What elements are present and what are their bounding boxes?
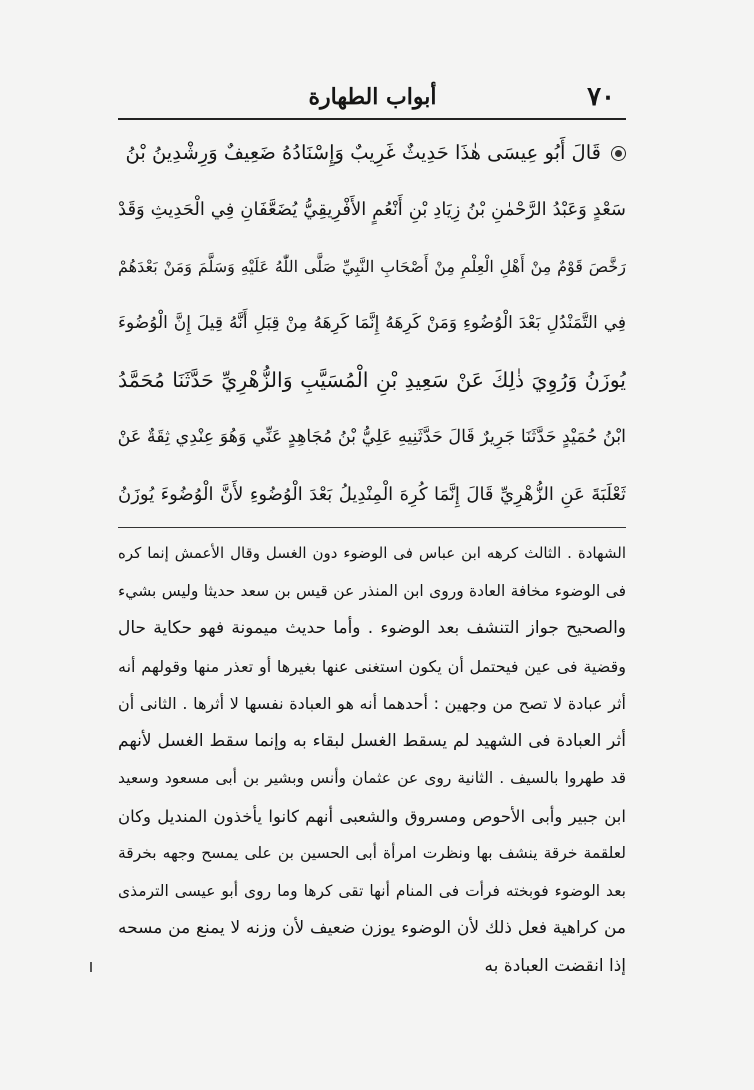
- commentary-line: بعد الوضوء فوبخته فرأت فى المنام أنها تقى كرها وما روى أبو عيسى الترمذى: [118, 881, 626, 900]
- margin-mark: [90, 962, 92, 972]
- hadith-line: ثَعْلَبَةَ عَنِ الزُّهْرِيِّ قَالَ إِنَّمَا كُرِهَ الْمِنْدِيلُ بَعْدَ الْوُضُوءِ لأَنَّ الْوُضُوءَ يُوزَنُ: [118, 484, 626, 505]
- commentary-line: لعلقمة خرقة ينشف بها ونظرت امرأة أبى الحسين بن على يمسح وجهه بخرقة: [118, 844, 626, 862]
- commentary-line: فى الوضوء مخافة العادة وروى ابن المنذر عن قيس بن سعد حديثا وليس بشيء: [118, 581, 626, 600]
- commentary-line: أثر العبادة فى الشهيد لم يسقط الغسل لبقاء به وإنما سقط الغسل لأنهم: [118, 730, 626, 751]
- commentary-line: من كراهية فعل ذلك لأن الوضوء يوزن ضعيف لأن وزنه لا يمنع من مسحه: [118, 918, 626, 938]
- verse-marker-icon: [611, 146, 626, 161]
- commentary-line: أثر عبادة لا تصح من وجهين : أحدهما أنه هو العبادة نفسها لا أثرها . الثانى أن: [118, 694, 626, 713]
- hadith-line: رَخَّصَ قَوْمٌ مِنْ أَهْلِ الْعِلْمِ مِنْ أَصْحَابِ النَّبِيِّ صَلَّى اللّٰهُ عَلَيْهِ وَسَلَّمَ وَمَنْ بَعْدَهُمْ: [118, 257, 626, 276]
- commentary-rule: [118, 527, 626, 528]
- hadith-line: فِي التَّمَنْدُلِ بَعْدَ الْوُضُوءِ وَمَنْ كَرِهَهُ إِنَّمَا كَرِهَهُ مِنْ قِبَلِ أَنَّهُ قِيلَ إِنَّ الْوُضُوءَ: [118, 313, 626, 333]
- commentary-line: الشهادة . الثالث كرهه ابن عباس فى الوضوء دون الغسل وقال الأعمش إنما كره: [118, 544, 626, 562]
- page-number: ٧٠: [587, 82, 615, 112]
- running-title: أبواب الطهارة: [308, 84, 437, 110]
- commentary-line: وقضية فى عين فيحتمل أن يكون استغنى عنها بغيرها أو تعذر منها وقولهم أنه: [118, 656, 626, 676]
- hadith-line: سَعْدٍ وَعَبْدُ الرَّحْمٰنِ بْنُ زِيَادِ بْنِ أَنْعُمٍ الأَفْرِيقِيُّ يُضَعَّفَانِ فِي الْحَدِيثِ وَقَدْ: [118, 199, 626, 220]
- commentary-line: قد طهروا بالسيف . الثانية روى عن عثمان وأنس وبشير بن أبى مسعود وسعيد: [118, 769, 626, 787]
- hadith-line: ابْنُ حُمَيْدٍ حَدَّثَنَا جَرِيرٌ قَالَ حَدَّثَنِيهِ عَلِيُّ بْنُ مُجَاهِدٍ عَنِّي وَهُوَ عِنْدِي ثِقَةٌ عَنْ: [118, 427, 626, 447]
- page-header: [120, 78, 625, 118]
- commentary-line: والصحيح جواز التنشف بعد الوضوء . وأما حديث ميمونة فهو حكاية حال: [118, 618, 626, 638]
- hadith-text: [118, 124, 626, 523]
- commentary-line: إذا انقضت العبادة به: [484, 955, 626, 976]
- commentary-line: ابن جبير وأبى الأحوص ومسروق والشعبى أنهم كانوا يأخذون المنديل وكان: [118, 806, 626, 826]
- hadith-line: يُوزَنُ وَرُوِيَ ذٰلِكَ عَنْ سَعِيدِ بْنِ الْمُسَيَّبِ وَالزُّهْرِيِّ حَدَّثَنَا مُحَمَّدُ: [118, 368, 626, 392]
- hadith-line: قَالَ أَبُو عِيسَى هٰذَا حَدِيثٌ غَرِيبٌ وَإِسْنَادُهُ ضَعِيفٌ وَرِشْدِينُ بْنُ: [118, 124, 626, 181]
- commentary-text: [118, 535, 626, 985]
- header-rule: [118, 118, 626, 120]
